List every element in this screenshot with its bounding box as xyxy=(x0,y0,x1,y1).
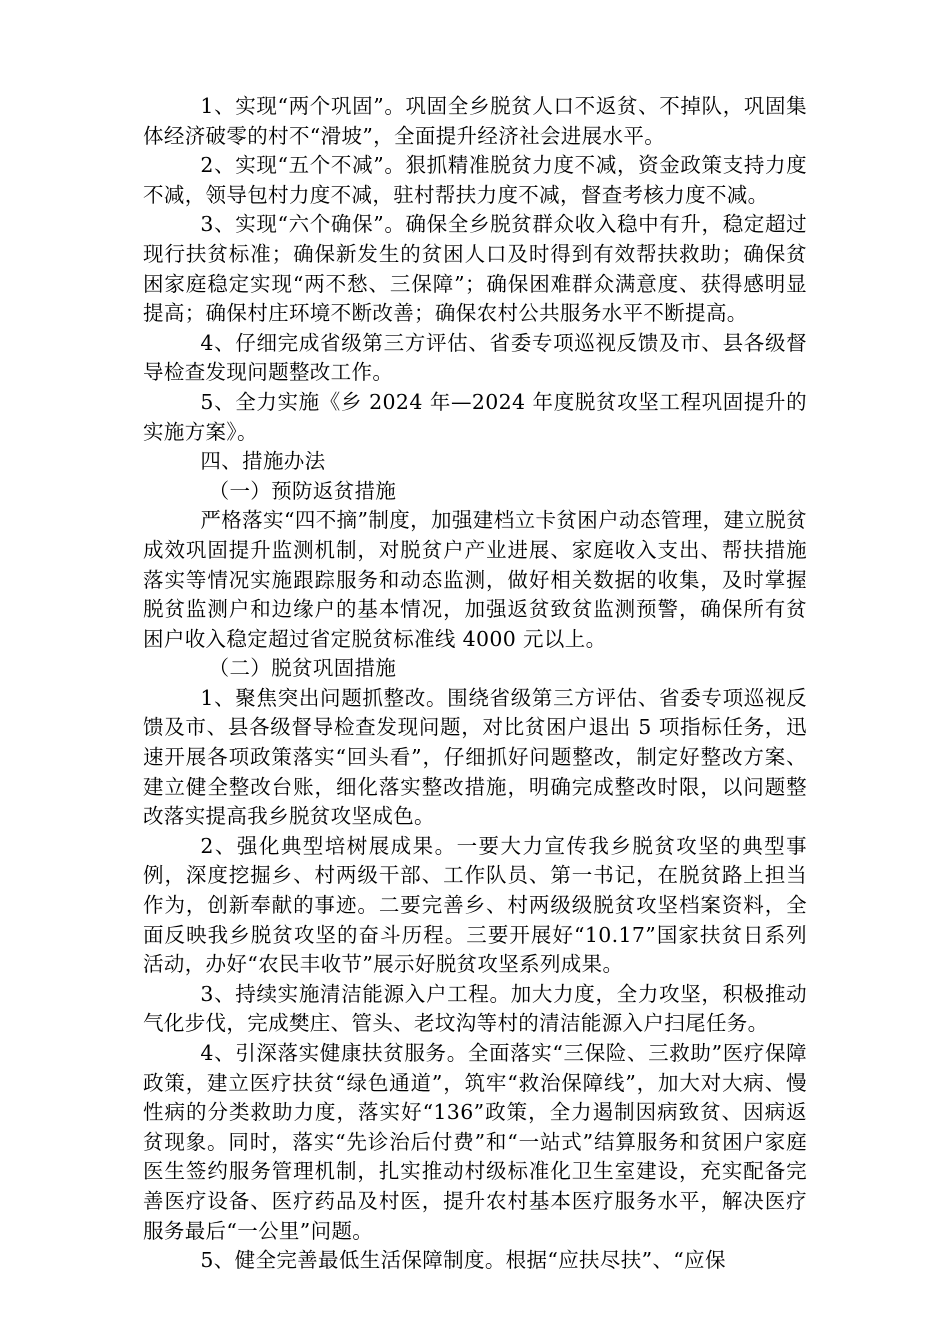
section-heading-measures: 四、措施办法 xyxy=(200,449,326,474)
goal-paragraph-3: 3、实现“六个确保”。确保全乡脱贫群众收入稳中有升，稳定超过现行扶贫标准；确保新发生的贫困人口及时得到有效帮扶救助；确保贫困家庭稳定实现“两不愁、三保障”；确保困难群众满意度、获得感明显提高；确保村庄环境不断改善；确保农村公共服务水平不断提高。 xyxy=(143,212,807,326)
document-page xyxy=(143,92,807,1276)
measure-paragraph-4: 4、引深落实健康扶贫服务。全面落实“三保险、三救助”医疗保障政策，建立医疗扶贫“绿色通道”，筑牢“救治保障线”，加大对大病、慢性病的分类救助力度，落实好“136”政策，全力遏制因病致贫、因病返贫现象。同时，落实“先诊治后付费”和“一站式”结算服务和贫困户家庭医生签约服务管理机制，扎实推动村级标准化卫生室建设，充实配备完善医疗设备、医疗药品及村医，提升农村基本医疗服务水平，解决医疗服务最后“一公里”问题。 xyxy=(143,1041,807,1243)
goal-paragraph-5: 5、全力实施《乡 2024 年—2024 年度脱贫攻坚工程巩固提升的实施方案》。 xyxy=(143,389,807,444)
goal-paragraph-1: 1、实现“两个巩固”。巩固全乡脱贫人口不返贫、不掉队，巩固集体经济破零的村不“滑坡”，全面提升经济社会进展水平。 xyxy=(143,94,807,148)
goal-paragraph-2: 2、实现“五个不减”。狠抓精准脱贫力度不减，资金政策支持力度不减，领导包村力度不减，驻村帮扶力度不减，督查考核力度不减。 xyxy=(143,153,807,207)
measure-paragraph-2: 2、强化典型培树展成果。一要大力宣传我乡脱贫攻坚的典型事例，深度挖掘乡、村两级干部、工作队员、第一书记，在脱贫路上担当作为，创新奉献的事迹。二要完善乡、村两级级脱贫攻坚档案资料，全面反映我乡脱贫攻坚的奋斗历程。三要开展好“10.17”国家扶贫日系列活动，办好“农民丰收节”展示好脱贫攻坚系列成果。 xyxy=(143,833,807,977)
measure-paragraph-1: 1、聚焦突出问题抓整改。围绕省级第三方评估、省委专项巡视反馈及市、县各级督导检查发现问题，对比贫困户退出 5 项指标任务，迅速开展各项政策落实“回头看”，仔细抓好问题整改，制定好整改方案、建立健全整改台账，细化落实整改措施，明确完成整改时限，以问题整改落实提高我乡脱贫攻坚成色。 xyxy=(143,685,807,829)
goal-paragraph-4: 4、仔细完成省级第三方评估、省委专项巡视反馈及市、县各级督导检查发现问题整改工作。 xyxy=(143,330,807,385)
subsection-heading-prevent-return: （一）预防返贫措施 xyxy=(208,478,397,503)
subsection-heading-consolidation: （二）脱贫巩固措施 xyxy=(208,656,397,681)
prevent-return-paragraph: 严格落实“四不摘”制度，加强建档立卡贫困户动态管理，建立脱贫成效巩固提升监测机制，对脱贫户产业进展、家庭收入支出、帮扶措施落实等情况实施跟踪服务和动态监测，做好相关数据的收集，及时掌握脱贫监测户和边缘户的基本情况，加强返贫致贫监测预警，确保所有贫困户收入稳定超过省定脱贫标准线 4000 元以上。 xyxy=(143,508,807,651)
measure-paragraph-5: 5、健全完善最低生活保障制度。根据“应扶尽扶”、“应保 xyxy=(200,1248,726,1273)
measure-paragraph-3: 3、持续实施清洁能源入户工程。加大力度，全力攻坚，积极推动气化步伐，完成樊庄、管头、老坟沟等村的清洁能源入户扫尾任务。 xyxy=(143,981,807,1036)
